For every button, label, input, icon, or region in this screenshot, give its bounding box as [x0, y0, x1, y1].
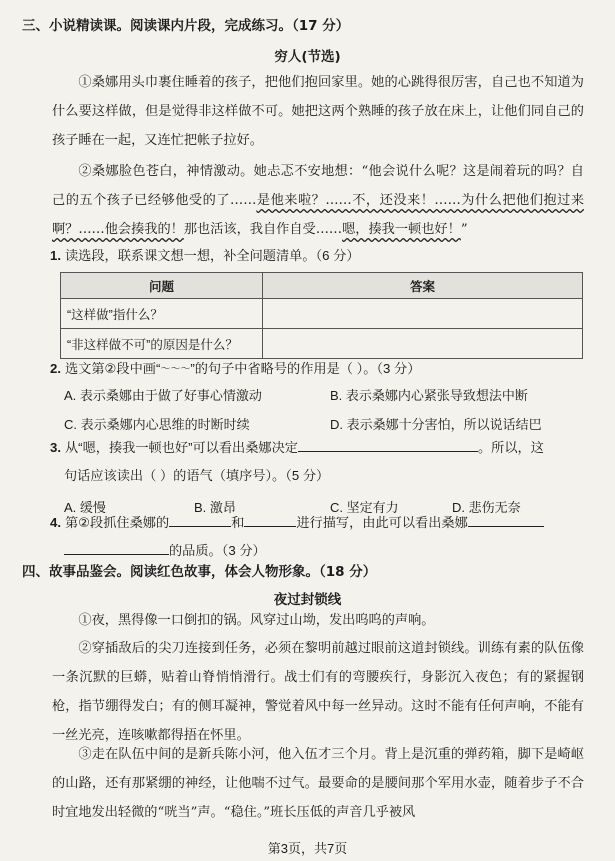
q3-option-c[interactable]: C. 坚定有力 [330, 500, 399, 515]
question-3-text-c: 句话应该读出（ ）的语气（填序号）。（5 分） [64, 468, 330, 483]
answer-table [60, 272, 583, 359]
question-2-number: 2. [50, 361, 61, 376]
question-1-text: 读选段，联系课文想一想，补全问题清单。（6 分） [65, 248, 360, 263]
question-2-text-b: ”的句子中省略号的作用是（ ）。（3 分） [190, 361, 421, 376]
story-paragraph-2: ②穿插敌后的尖刀连接到任务，必须在黎明前越过眼前这道封锁线。训练有素的队伍像一条沉默的巨蟒，贴着山脊悄悄滑行。战士们有的弯腰疾行，身影沉入夜色；有的紧握钢枪，指节绷得发白；有的侧耳凝神，警觉着风中每一丝异动。这时不能有任何声响，不能有一丝光亮，连咳嗽都得捂在怀里。 [52, 641, 584, 743]
question-1-number: 1. [50, 248, 61, 263]
q3-option-a[interactable]: A. 缓慢 [64, 500, 106, 515]
answer-table-header [61, 273, 583, 299]
table-cell-question: “非这样做不可”的原因是什么？ [61, 329, 263, 359]
passage-paragraph-2 [52, 157, 584, 244]
question-4-blank-2[interactable] [244, 512, 296, 527]
q2-option-c[interactable]: C. 表示桑娜内心思维的时断时续 [64, 417, 250, 432]
question-4-text-c: 进行描写，由此可以看出桑娜 [296, 515, 468, 530]
para2-wavy-1: 是他来啦？……不，还没来！……为什么把他们抱过来啊？……他会揍我的！ [52, 193, 585, 237]
table-cell-answer-field[interactable] [263, 299, 583, 329]
page-number: 第3页，共7页 [267, 841, 348, 856]
question-4-blank-4[interactable] [64, 540, 169, 555]
question-4 [50, 509, 590, 565]
answer-table-header-answer: 答案 [263, 273, 583, 299]
answer-table-header-question: 问题 [61, 273, 263, 299]
question-2 [50, 355, 590, 384]
question-3 [50, 434, 590, 490]
q3-option-d[interactable]: D. 悲伤无奈 [452, 500, 521, 515]
question-4-text-a: 第②段抓住桑娜的 [65, 515, 170, 530]
q2-option-b[interactable]: B. 表示桑娜内心紧张导致想法中断 [330, 388, 528, 403]
section4-heading: 四、故事品鉴会。阅读红色故事，体会人物形象。（18 分） [22, 564, 377, 580]
section3-heading: 三、小说精读课。阅读课内片段，完成练习。（17 分） [22, 18, 350, 34]
question-3-text-a: 从“嗯，揍我一顿也好”可以看出桑娜决定 [65, 440, 298, 455]
passage-title-poor-people: 穷人(节选) [274, 49, 341, 65]
q2-option-a[interactable]: A. 表示桑娜由于做了好事心情激动 [64, 388, 262, 403]
question-3-number: 3. [50, 440, 61, 455]
question-4-text-b: 和 [231, 515, 245, 530]
story-paragraph-3: ③走在队伍中间的是新兵陈小河，他入伍才三个月。背上是沉重的弹药箱，脚下是崎岖的山路，还有那紧绷的神经，让他喘不过气。最要命的是腰间那个军用水壶，随着步子不合时宜地发出轻微的“咣当”声。“稳住。”班长压低的声音几乎被风 [52, 747, 584, 820]
table-row [61, 299, 583, 329]
para2-wavy-2: 嗯，揍我一顿也好！ [342, 222, 461, 237]
question-4-blank-3[interactable] [468, 512, 544, 527]
para2-text-b: 那也活该，我自作自受…… [183, 222, 343, 237]
passage-title-night-crossing: 夜过封锁线 [273, 592, 342, 608]
story-paragraph-1: ①夜，黑得像一口倒扣的锅。风穿过山坳，发出呜呜的声响。 [78, 613, 435, 628]
para2-text-a: ②桑娜脸色苍白，神情激动。她忐忑不安地想：“他会说什么呢？这是闹着玩的吗？自己的五个孩子已经够他受的了…… [52, 164, 584, 208]
q2-option-d[interactable]: D. 表示桑娜十分害怕，所以说话结巴 [330, 417, 542, 432]
table-row [61, 329, 583, 359]
question-4-text-d: 的品质。（3 分） [169, 543, 266, 558]
question-1 [50, 242, 590, 270]
question-4-number: 4. [50, 515, 61, 530]
question-4-blank-1[interactable] [169, 512, 231, 527]
question-3-blank[interactable] [298, 437, 478, 452]
para2-text-c: ” [460, 222, 468, 237]
question-2-wavy-mark: ～～～ [160, 364, 191, 375]
table-cell-question: “这样做”指什么？ [61, 299, 263, 329]
table-cell-answer-field[interactable] [263, 329, 583, 359]
question-2-text-a: 选文第②段中画“ [65, 361, 161, 376]
q3-option-b[interactable]: B. 激昂 [194, 500, 236, 515]
passage-paragraph-1: ①桑娜用头巾裹住睡着的孩子，把他们抱回家里。她的心跳得很厉害，自己也不知道为什么要这样做，但是觉得非这样做不可。她把这两个熟睡的孩子放在床上，让他们同自己的孩子睡在一起，又连忙把帐子拉好。 [52, 75, 584, 148]
question-3-text-b: 。所以，这 [477, 440, 544, 455]
